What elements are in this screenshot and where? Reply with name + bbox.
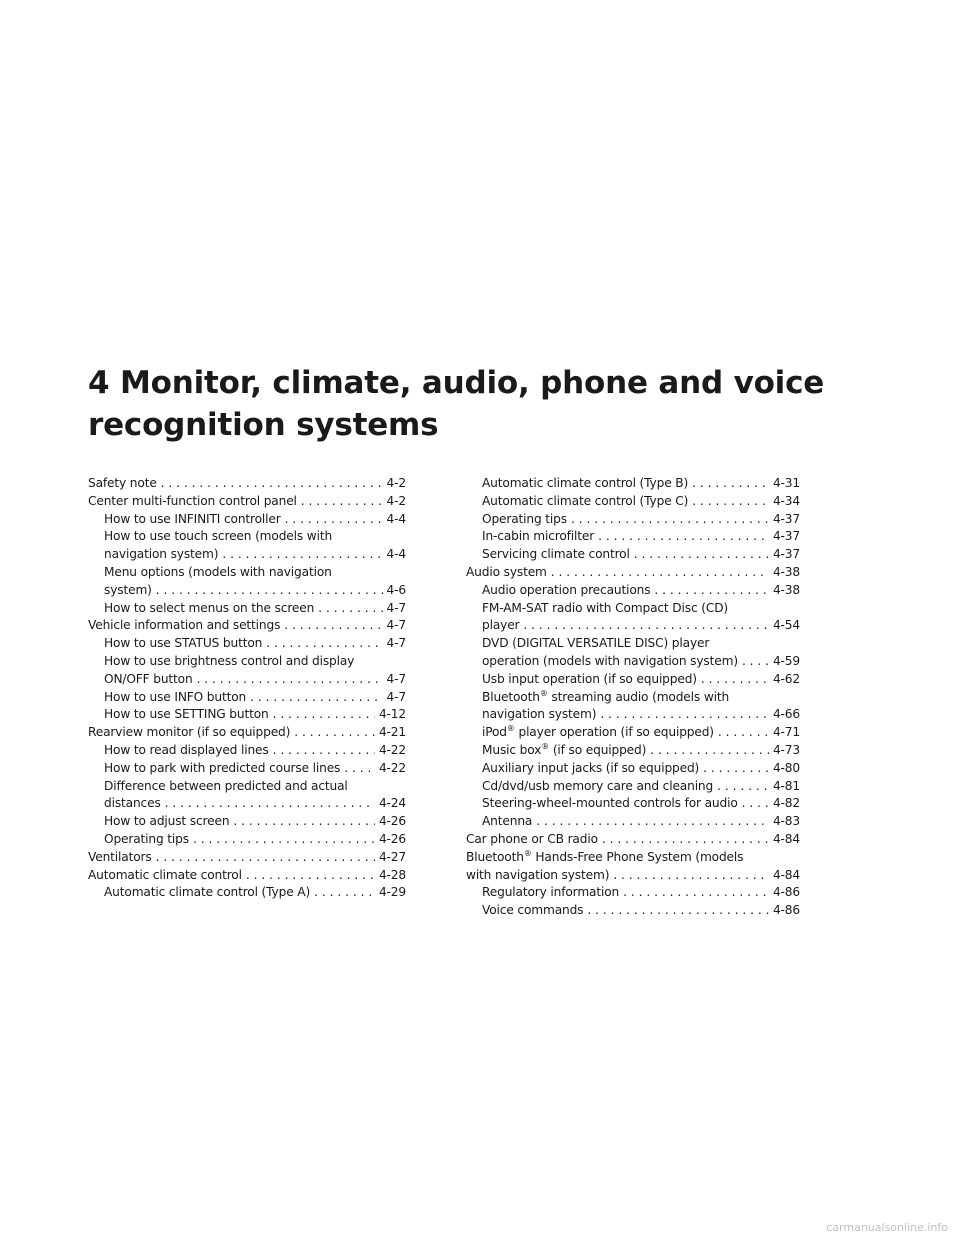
toc-entry-line: [466, 813, 800, 831]
toc-leader-dots: [654, 582, 769, 600]
toc-entry-title: How to use SETTING button: [104, 707, 269, 722]
toc-entry-line: [466, 795, 800, 813]
toc-entry[interactable]: [466, 778, 800, 796]
toc-entry-title: with navigation system): [466, 867, 610, 882]
toc-entry-title: distances: [104, 796, 161, 811]
toc-entry-line: [88, 778, 406, 796]
toc-entry[interactable]: [88, 528, 406, 564]
toc-page-number: 4-86: [772, 903, 800, 918]
toc-leader-dots: [273, 742, 375, 760]
toc-page-number: 4-7: [386, 636, 406, 651]
toc-entry[interactable]: [466, 760, 800, 778]
toc-leader-dots: [314, 884, 375, 902]
toc-left-column: [88, 475, 406, 902]
toc-entry-line: [88, 546, 406, 564]
toc-entry-title: Car phone or CB radio: [466, 831, 598, 846]
toc-entry[interactable]: [466, 902, 800, 920]
toc-entry-line: [466, 617, 800, 635]
toc-entry-title: Voice commands: [482, 903, 584, 918]
toc-leader-dots: [571, 511, 769, 529]
toc-page-number: 4-12: [378, 707, 406, 722]
toc-leader-dots: [536, 813, 769, 831]
watermark: carmanualsonline.info: [826, 1221, 948, 1234]
toc-entry-line: [88, 742, 406, 760]
toc-entry-line: [466, 760, 800, 778]
toc-leader-dots: [273, 706, 375, 724]
toc-entry-title: Audio operation precautions: [482, 582, 651, 597]
toc-leader-dots: [742, 795, 769, 813]
toc-entry[interactable]: [88, 724, 406, 742]
toc-page-number: 4-80: [772, 760, 800, 775]
toc-entry[interactable]: [88, 849, 406, 867]
toc-entry-title: Ventilators: [88, 849, 152, 864]
toc-entry[interactable]: [88, 635, 406, 653]
toc-entry-line: [466, 742, 800, 760]
toc-entry-title: Steering-wheel-mounted controls for audio: [482, 796, 738, 811]
toc-entry-line: [466, 635, 800, 653]
toc-page-number: 4-29: [378, 885, 406, 900]
toc-entry[interactable]: [466, 742, 800, 760]
toc-entry-line: [88, 760, 406, 778]
toc-entry[interactable]: [466, 546, 800, 564]
toc-entry-title: Bluetooth® Hands-Free Phone System (models: [466, 848, 744, 864]
toc-entry-title: How to use STATUS button: [104, 636, 263, 651]
toc-leader-dots: [193, 831, 375, 849]
toc-entry-title: ON/OFF button: [104, 671, 193, 686]
toc-entry-line: [466, 902, 800, 920]
toc-entry-line: [88, 724, 406, 742]
toc-leader-dots: [165, 795, 375, 813]
toc-entry[interactable]: [88, 653, 406, 689]
toc-entry-line: [466, 689, 800, 707]
toc-entry-line: [466, 511, 800, 529]
toc-page-number: 4-34: [772, 493, 800, 508]
toc-entry[interactable]: [88, 475, 406, 493]
toc-entry-line: [88, 795, 406, 813]
toc-entry-line: [88, 671, 406, 689]
toc-leader-dots: [692, 493, 769, 511]
toc-entry-title: Menu options (models with navigation: [104, 564, 332, 579]
toc-page-number: 4-37: [772, 511, 800, 526]
toc-entry-title: Servicing climate control: [482, 547, 630, 562]
toc-leader-dots: [250, 689, 382, 707]
toc-page-number: 4-2: [386, 476, 406, 490]
toc-entry[interactable]: [466, 724, 800, 742]
toc-page-number: 4-38: [772, 582, 800, 597]
toc-entry-title: system): [104, 582, 152, 597]
toc-leader-dots: [598, 528, 769, 546]
toc-entry-title: Operating tips: [104, 831, 189, 846]
toc-leader-dots: [718, 724, 769, 742]
toc-leader-dots: [294, 724, 375, 742]
toc-leader-dots: [717, 778, 769, 796]
toc-leader-dots: [523, 617, 769, 635]
toc-entry-title: Rearview monitor (if so equipped): [88, 725, 291, 740]
toc-entry-line: [88, 493, 406, 511]
toc-leader-dots: [246, 867, 375, 885]
toc-entry[interactable]: [88, 831, 406, 849]
toc-leader-dots: [742, 653, 769, 671]
toc-entry-line: [466, 706, 800, 724]
toc-entry-title: navigation system): [482, 707, 597, 722]
toc-leader-dots: [344, 760, 375, 778]
toc-leader-dots: [266, 635, 382, 653]
toc-page-number: 4-86: [772, 885, 800, 900]
toc-page-number: 4-7: [386, 671, 406, 686]
toc-leader-dots: [161, 475, 383, 493]
toc-entry[interactable]: [466, 795, 800, 813]
toc-entry[interactable]: [88, 689, 406, 707]
toc-entry-title: In-cabin microfilter: [482, 529, 595, 544]
toc-leader-dots: [703, 760, 769, 778]
toc-entry-line: [88, 867, 406, 885]
toc-entry-title: Music box® (if so equipped): [482, 741, 647, 757]
toc-entry-line: [88, 511, 406, 529]
toc-page-number: 4-83: [772, 814, 800, 829]
toc-page-number: 4-54: [772, 618, 800, 633]
toc-entry[interactable]: [466, 813, 800, 831]
toc-page-number: 4-66: [772, 707, 800, 722]
toc-leader-dots: [602, 831, 769, 849]
toc-entry-line: [466, 671, 800, 689]
toc-page-number: 4-84: [772, 867, 800, 882]
toc-entry-line: [466, 724, 800, 742]
toc-entry-title: How to use touch screen (models with: [104, 529, 333, 544]
toc-entry-title: Difference between predicted and actual: [104, 778, 348, 793]
toc-leader-dots: [285, 511, 383, 529]
chapter-title-line-1: 4 Monitor, climate, audio, phone and voice: [88, 365, 825, 401]
toc-entry-line: [466, 778, 800, 796]
toc-page-number: 4-24: [378, 796, 406, 811]
toc-entry-line: [88, 600, 406, 618]
toc-entry-title: Safety note: [88, 476, 157, 490]
toc-entry-line: [466, 582, 800, 600]
toc-entry[interactable]: [466, 600, 800, 636]
toc-entry-title: Operating tips: [482, 511, 567, 526]
toc-entry-line: [88, 564, 406, 582]
toc-page-number: 4-82: [772, 796, 800, 811]
toc-entry[interactable]: [466, 849, 800, 885]
toc-page-number: 4-7: [386, 689, 406, 704]
toc-entry-line: [88, 706, 406, 724]
chapter-title: [88, 362, 908, 446]
toc-entry-title: Auxiliary input jacks (if so equipped): [482, 760, 700, 775]
toc-entry[interactable]: [88, 760, 406, 778]
toc-entry[interactable]: [466, 831, 800, 849]
toc-leader-dots: [600, 706, 769, 724]
toc-entry[interactable]: [466, 582, 800, 600]
toc-entry-line: [466, 546, 800, 564]
toc-entry-title: How to adjust screen: [104, 814, 230, 829]
toc-entry-line: [466, 475, 800, 493]
toc-leader-dots: [701, 671, 769, 689]
toc-entry-line: [88, 813, 406, 831]
toc-page-number: 4-84: [772, 831, 800, 846]
toc-entry-title: Center multi-function control panel: [88, 493, 297, 508]
toc-page-number: 4-26: [378, 814, 406, 829]
toc-entry-title: DVD (DIGITAL VERSATILE DISC) player: [482, 636, 710, 651]
toc-page-number: 4-37: [772, 529, 800, 544]
toc-entry-title: Cd/dvd/usb memory care and cleaning: [482, 778, 714, 793]
toc-entry-line: [88, 582, 406, 600]
toc-page-number: 4-22: [378, 760, 406, 775]
toc-leader-dots: [284, 617, 382, 635]
toc-entry[interactable]: [466, 689, 800, 725]
toc-leader-dots: [613, 867, 769, 885]
toc-entry[interactable]: [466, 511, 800, 529]
toc-page-number: 4-7: [386, 600, 406, 615]
toc-leader-dots: [156, 582, 383, 600]
toc-entry-title: How to use INFO button: [104, 689, 247, 704]
toc-entry[interactable]: [88, 884, 406, 902]
toc-page-number: 4-6: [386, 582, 406, 597]
toc-page-number: 4-4: [386, 547, 406, 562]
toc-entry-title: iPod® player operation (if so equipped): [482, 724, 714, 740]
toc-entry[interactable]: [88, 813, 406, 831]
toc-page-number: 4-7: [386, 618, 406, 633]
toc-entry[interactable]: [466, 475, 800, 493]
toc-leader-dots: [197, 671, 383, 689]
toc-entry-line: [466, 600, 800, 618]
toc-entry-line: [88, 849, 406, 867]
toc-entry-title: How to read displayed lines: [104, 742, 269, 757]
toc-entry[interactable]: [466, 528, 800, 546]
toc-leader-dots: [551, 564, 769, 582]
toc-leader-dots: [222, 546, 382, 564]
toc-entry[interactable]: [466, 635, 800, 671]
toc-entry-title: How to use INFINITI controller: [104, 511, 281, 526]
toc-entry-line: [466, 867, 800, 885]
toc-leader-dots: [623, 884, 769, 902]
toc-entry-title: FM-AM-SAT radio with Compact Disc (CD): [482, 600, 729, 615]
toc-entry[interactable]: [466, 884, 800, 902]
toc-entry-title: navigation system): [104, 547, 219, 562]
toc-entry-line: [88, 884, 406, 902]
toc-page-number: 4-22: [378, 742, 406, 757]
toc-leader-dots: [634, 546, 769, 564]
toc-entry[interactable]: [88, 778, 406, 814]
toc-leader-dots: [650, 742, 769, 760]
toc-entry[interactable]: [466, 564, 800, 582]
toc-entry[interactable]: [88, 564, 406, 600]
toc-entry[interactable]: [88, 742, 406, 760]
toc-leader-dots: [587, 902, 769, 920]
toc-entry-title: Audio system: [466, 564, 547, 579]
toc-page-number: 4-21: [378, 725, 406, 740]
toc-entry-line: [466, 528, 800, 546]
toc-entry-line: [466, 493, 800, 511]
toc-entry[interactable]: [88, 617, 406, 635]
toc-page-number: 4-73: [772, 742, 800, 757]
toc-entry-line: [466, 884, 800, 902]
toc-page-number: 4-28: [378, 867, 406, 882]
toc-entry[interactable]: [466, 671, 800, 689]
toc-leader-dots: [156, 849, 375, 867]
toc-entry-title: How to select menus on the screen: [104, 600, 315, 615]
toc-page-number: 4-71: [772, 725, 800, 740]
toc-entry[interactable]: [88, 600, 406, 618]
toc-page-number: 4-31: [772, 476, 800, 490]
toc-entry-line: [466, 564, 800, 582]
toc-entry-line: [88, 831, 406, 849]
toc-page-number: 4-59: [772, 653, 800, 668]
toc-leader-dots: [318, 600, 382, 618]
toc-entry-line: [466, 653, 800, 671]
chapter-title-line-2: recognition systems: [88, 407, 439, 443]
toc-entry-title: Vehicle information and settings: [88, 618, 281, 633]
toc-entry-line: [466, 831, 800, 849]
toc-entry-title: Usb input operation (if so equipped): [482, 671, 697, 686]
toc-entry-line: [88, 653, 406, 671]
toc-page-number: 4-62: [772, 671, 800, 686]
toc-right-column: [466, 475, 800, 920]
toc-entry-title: Automatic climate control (Type A): [104, 885, 311, 900]
toc-entry[interactable]: [88, 706, 406, 724]
toc-entry-title: Antenna: [482, 814, 533, 829]
toc-entry[interactable]: [88, 867, 406, 885]
toc-leader-dots: [233, 813, 375, 831]
toc-entry-title: How to use brightness control and display: [104, 653, 355, 668]
toc-entry-title: operation (models with navigation system): [482, 653, 738, 668]
toc-page-number: 4-2: [386, 493, 406, 508]
toc-page-number: 4-26: [378, 831, 406, 846]
toc-entry[interactable]: [466, 493, 800, 511]
toc-entry-line: [88, 689, 406, 707]
toc-entry-line: [88, 475, 406, 493]
toc-page-number: 4-27: [378, 849, 406, 864]
toc-page-number: 4-37: [772, 547, 800, 562]
toc-leader-dots: [301, 493, 383, 511]
toc-entry-title: Automatic climate control (Type B): [482, 476, 689, 490]
toc-entry-title: Bluetooth® streaming audio (models with: [482, 688, 730, 704]
toc-entry[interactable]: [88, 511, 406, 529]
toc-entry-line: [88, 617, 406, 635]
toc-entry-title: Regulatory information: [482, 885, 620, 900]
toc-entry-line: [88, 528, 406, 546]
toc-entry-line: [466, 849, 800, 867]
toc-entry-title: Automatic climate control (Type C): [482, 493, 689, 508]
toc-page-number: 4-81: [772, 778, 800, 793]
toc-entry[interactable]: [88, 493, 406, 511]
toc-entry-title: Automatic climate control: [88, 867, 242, 882]
toc-leader-dots: [692, 475, 769, 493]
toc-entry-title: player: [482, 618, 520, 633]
toc-page-number: 4-38: [772, 564, 800, 579]
toc-page-number: 4-4: [386, 511, 406, 526]
toc-entry-line: [88, 635, 406, 653]
toc-entry-title: How to park with predicted course lines: [104, 760, 341, 775]
